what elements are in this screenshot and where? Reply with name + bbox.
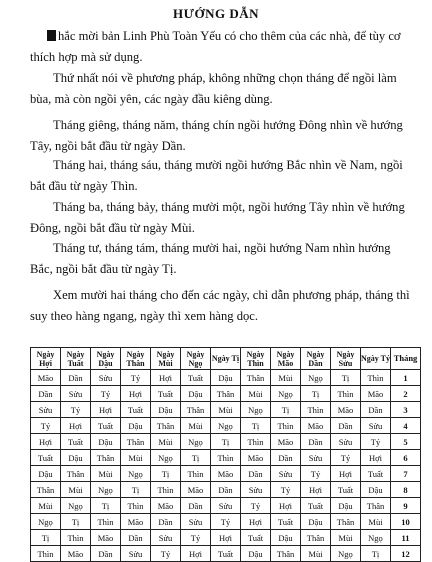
table-header-row <box>31 348 421 370</box>
table-cell: Tý <box>211 514 241 530</box>
table-cell: Mùi <box>331 530 361 546</box>
table-cell: Sửu <box>31 402 61 418</box>
table-row <box>31 530 421 546</box>
table-cell: Hợi <box>301 482 331 498</box>
table-cell: Thân <box>241 370 271 386</box>
table-cell: Mão <box>241 450 271 466</box>
table-cell: Mão <box>61 546 91 562</box>
table-cell: Thân <box>331 514 361 530</box>
month-number-cell: 2 <box>391 386 421 402</box>
table-cell: Tuất <box>241 530 271 546</box>
table-cell: Mão <box>301 418 331 434</box>
table-cell: Thân <box>61 466 91 482</box>
table-cell: Thân <box>361 498 391 514</box>
table-cell: Dậu <box>61 450 91 466</box>
table-cell: Tý <box>121 370 151 386</box>
month-number-cell: 1 <box>391 370 421 386</box>
table-cell: Mùi <box>181 418 211 434</box>
table-cell: Ngọ <box>121 466 151 482</box>
table-cell: Mão <box>91 530 121 546</box>
paragraph-line: suy theo hàng ngang, ngày thì xem hàng dọc. <box>30 309 259 323</box>
table-cell: Dần <box>271 450 301 466</box>
table-cell: Hợi <box>61 418 91 434</box>
table-cell: Sửu <box>61 386 91 402</box>
table-cell: Tị <box>361 546 391 562</box>
table-cell: Sửu <box>151 530 181 546</box>
table-cell: Thìn <box>241 434 271 450</box>
table-cell: Tị <box>241 418 271 434</box>
table-cell: Thìn <box>211 450 241 466</box>
table-cell: Ngọ <box>61 498 91 514</box>
table-cell: Dần <box>211 482 241 498</box>
day-header-cell: Ngày Mùi <box>151 348 181 370</box>
table-cell: Dần <box>61 370 91 386</box>
table-cell: Tị <box>181 450 211 466</box>
table-cell: Hợi <box>121 386 151 402</box>
table-cell: Thìn <box>181 466 211 482</box>
table-cell: Mùi <box>241 386 271 402</box>
table-cell: Ngọ <box>271 386 301 402</box>
table-cell: Dậu <box>241 546 271 562</box>
table-cell: Ngọ <box>211 418 241 434</box>
table-cell: Hợi <box>361 450 391 466</box>
table-cell: Tị <box>271 402 301 418</box>
month-header-cell: Tháng <box>391 348 421 370</box>
table-cell: Mùi <box>271 370 301 386</box>
table-cell: Dậu <box>301 514 331 530</box>
table-cell: Mùi <box>121 450 151 466</box>
month-number-cell: 12 <box>391 546 421 562</box>
table-cell: Thân <box>31 482 61 498</box>
table-cell: Hợi <box>151 370 181 386</box>
table-cell: Thân <box>271 546 301 562</box>
table-cell: Thìn <box>331 386 361 402</box>
table-cell: Sửu <box>331 434 361 450</box>
paragraph-line: Tháng giêng, tháng năm, tháng chín ngồi hướng Đông nhìn về hướng <box>53 118 403 132</box>
day-header-cell: Ngày Dần <box>301 348 331 370</box>
table-cell: Dậu <box>151 402 181 418</box>
table-cell: Tuất <box>181 370 211 386</box>
table-cell: Mão <box>151 498 181 514</box>
table-cell: Dần <box>301 434 331 450</box>
table-cell: Ngọ <box>301 370 331 386</box>
day-header-cell: Ngày Thìn <box>241 348 271 370</box>
month-number-cell: 7 <box>391 466 421 482</box>
table-cell: Thân <box>301 530 331 546</box>
paragraph-text: hắc mời bản Linh Phù Toàn Yếu có cho thêm của các nhà, để tùy cơ <box>58 29 401 43</box>
paragraph-line: Thứ nhất nói về phương pháp, không những chọn tháng để ngồi làm <box>53 71 397 85</box>
month-number-cell: 6 <box>391 450 421 466</box>
table-cell: Tuất <box>121 402 151 418</box>
paragraph-line: thích hợp mà sử dụng. <box>30 50 143 64</box>
table-cell: Dậu <box>121 418 151 434</box>
table-cell: Thân <box>211 386 241 402</box>
table-cell: Tị <box>211 434 241 450</box>
table-cell: Dần <box>31 386 61 402</box>
table-cell: Mùi <box>361 514 391 530</box>
table-cell: Dần <box>181 498 211 514</box>
month-number-cell: 8 <box>391 482 421 498</box>
table-cell: Tuất <box>31 450 61 466</box>
table-cell: Sửu <box>361 418 391 434</box>
table-row <box>31 546 421 562</box>
table-cell: Mão <box>121 514 151 530</box>
table-cell: Ngọ <box>241 402 271 418</box>
table-cell: Thìn <box>61 530 91 546</box>
paragraph-line: Tháng tư, tháng tám, tháng mười hai, ngồi hướng Nam nhìn hướng <box>53 241 391 255</box>
table-cell: Dần <box>91 546 121 562</box>
table-cell: Ngọ <box>91 482 121 498</box>
table-cell: Sửu <box>91 370 121 386</box>
table-cell: Hợi <box>31 434 61 450</box>
month-number-cell: 4 <box>391 418 421 434</box>
table-cell: Dậu <box>271 530 301 546</box>
table-cell: Dần <box>241 466 271 482</box>
month-number-cell: 3 <box>391 402 421 418</box>
table-cell: Mùi <box>301 546 331 562</box>
table-cell: Ngọ <box>361 530 391 546</box>
paragraph-line: Đông, ngồi bắt đầu từ ngày Mùi. <box>30 221 195 235</box>
day-header-cell: Ngày Sửu <box>331 348 361 370</box>
table-cell: Mùi <box>31 498 61 514</box>
table-cell: Tị <box>31 530 61 546</box>
table-cell: Mão <box>361 386 391 402</box>
day-header-cell: Ngày Thân <box>121 348 151 370</box>
paragraph-line: bùa, mà còn ngồi yên, các ngày đầu kiêng dùng. <box>30 92 273 106</box>
table-cell: Sửu <box>271 466 301 482</box>
table-cell: Tý <box>91 386 121 402</box>
table-row <box>31 386 421 402</box>
table-cell: Thìn <box>301 402 331 418</box>
table-cell: Sửu <box>241 482 271 498</box>
table-cell: Thìn <box>121 498 151 514</box>
table-cell: Thìn <box>361 370 391 386</box>
table-row <box>31 482 421 498</box>
table-row <box>31 466 421 482</box>
table-cell: Thân <box>151 418 181 434</box>
month-number-cell: 11 <box>391 530 421 546</box>
table-cell: Tị <box>331 370 361 386</box>
paragraph-line: Xem mười hai tháng cho đến các ngày, chỉ dẫn phương pháp, tháng thì <box>53 288 410 302</box>
table-cell: Tuất <box>361 466 391 482</box>
table-cell: Mùi <box>151 434 181 450</box>
table-cell: Thân <box>121 434 151 450</box>
table-cell: Mùi <box>61 482 91 498</box>
page-title: HƯỚNG DẪN <box>173 6 259 21</box>
table-cell: Mùi <box>211 402 241 418</box>
paragraph-line: bắt đầu từ ngày Thìn. <box>30 179 138 193</box>
table-cell: Mão <box>331 402 361 418</box>
table-cell: Hợi <box>271 498 301 514</box>
table-cell: Sửu <box>301 450 331 466</box>
table-cell: Tý <box>31 418 61 434</box>
table-cell: Thìn <box>91 514 121 530</box>
table-row <box>31 434 421 450</box>
table-cell: Tị <box>121 482 151 498</box>
table-cell: Tuất <box>61 434 91 450</box>
table-cell: Tuất <box>91 418 121 434</box>
table-cell: Tý <box>301 466 331 482</box>
table-cell: Tuất <box>211 546 241 562</box>
table-cell: Hợi <box>241 514 271 530</box>
table-cell: Dần <box>151 514 181 530</box>
table-cell: Thân <box>181 402 211 418</box>
table-cell: Mão <box>181 482 211 498</box>
table-cell: Tý <box>241 498 271 514</box>
table-cell: Tý <box>61 402 91 418</box>
table-row <box>31 514 421 530</box>
table-row <box>31 370 421 386</box>
drop-cap-mark <box>47 30 56 41</box>
table-cell: Dậu <box>211 370 241 386</box>
table-cell: Mão <box>271 434 301 450</box>
table-cell: Dần <box>121 530 151 546</box>
table-row <box>31 402 421 418</box>
month-number-cell: 5 <box>391 434 421 450</box>
table-cell: Tuất <box>271 514 301 530</box>
table-cell: Thìn <box>271 418 301 434</box>
table-cell: Hợi <box>181 546 211 562</box>
table-cell: Dậu <box>31 466 61 482</box>
table-cell: Tý <box>271 482 301 498</box>
table-cell: Tý <box>331 450 361 466</box>
table-cell: Tị <box>301 386 331 402</box>
table-cell: Dậu <box>331 498 361 514</box>
month-number-cell: 9 <box>391 498 421 514</box>
table-cell: Tị <box>151 466 181 482</box>
table-cell: Mùi <box>91 466 121 482</box>
table-cell: Tuất <box>151 386 181 402</box>
day-header-cell: Ngày Tuất <box>61 348 91 370</box>
day-header-cell: Ngày Dậu <box>91 348 121 370</box>
table-cell: Ngọ <box>151 450 181 466</box>
day-header-cell: Ngày Mão <box>271 348 301 370</box>
table-row <box>31 418 421 434</box>
table-cell: Thìn <box>151 482 181 498</box>
paragraph-line <box>47 29 401 44</box>
table-cell: Tý <box>361 434 391 450</box>
table-row <box>31 450 421 466</box>
table-cell: Ngọ <box>31 514 61 530</box>
table-cell: Dậu <box>91 434 121 450</box>
table-cell: Dậu <box>361 482 391 498</box>
table-cell: Tý <box>181 530 211 546</box>
calendar-table-wrap <box>30 347 421 562</box>
table-cell: Hợi <box>211 530 241 546</box>
table-cell: Mão <box>211 466 241 482</box>
table-cell: Dần <box>331 418 361 434</box>
table-cell: Mão <box>31 370 61 386</box>
day-header-cell: Ngày Hợi <box>31 348 61 370</box>
day-header-cell: Ngày Tý <box>361 348 391 370</box>
table-cell: Hợi <box>331 466 361 482</box>
table-cell: Thân <box>91 450 121 466</box>
table-cell: Tý <box>151 546 181 562</box>
table-cell: Thìn <box>31 546 61 562</box>
table-cell: Tuất <box>331 482 361 498</box>
table-cell: Tuất <box>301 498 331 514</box>
paragraph-line: Tây, ngồi bắt đầu từ ngày Dần. <box>30 139 186 153</box>
table-cell: Tị <box>61 514 91 530</box>
table-cell: Dần <box>361 402 391 418</box>
paragraph-line: Bắc, ngồi bắt đầu từ ngày Tị. <box>30 262 177 276</box>
day-header-cell: Ngày Ngọ <box>181 348 211 370</box>
table-cell: Hợi <box>91 402 121 418</box>
table-row <box>31 498 421 514</box>
calendar-table <box>30 347 421 562</box>
table-cell: Tị <box>91 498 121 514</box>
paragraph-line: Tháng ba, tháng bảy, tháng mười một, ngồi hướng Tây nhìn về hướng <box>53 200 405 214</box>
day-header-cell: Ngày Tị <box>211 348 241 370</box>
paragraph-line: Tháng hai, tháng sáu, tháng mười ngồi hướng Bắc nhìn về Nam, ngồi <box>53 158 403 172</box>
table-cell: Ngọ <box>331 546 361 562</box>
table-cell: Sửu <box>181 514 211 530</box>
table-cell: Sửu <box>211 498 241 514</box>
month-number-cell: 10 <box>391 514 421 530</box>
table-cell: Ngọ <box>181 434 211 450</box>
table-cell: Sửu <box>121 546 151 562</box>
table-cell: Dậu <box>181 386 211 402</box>
